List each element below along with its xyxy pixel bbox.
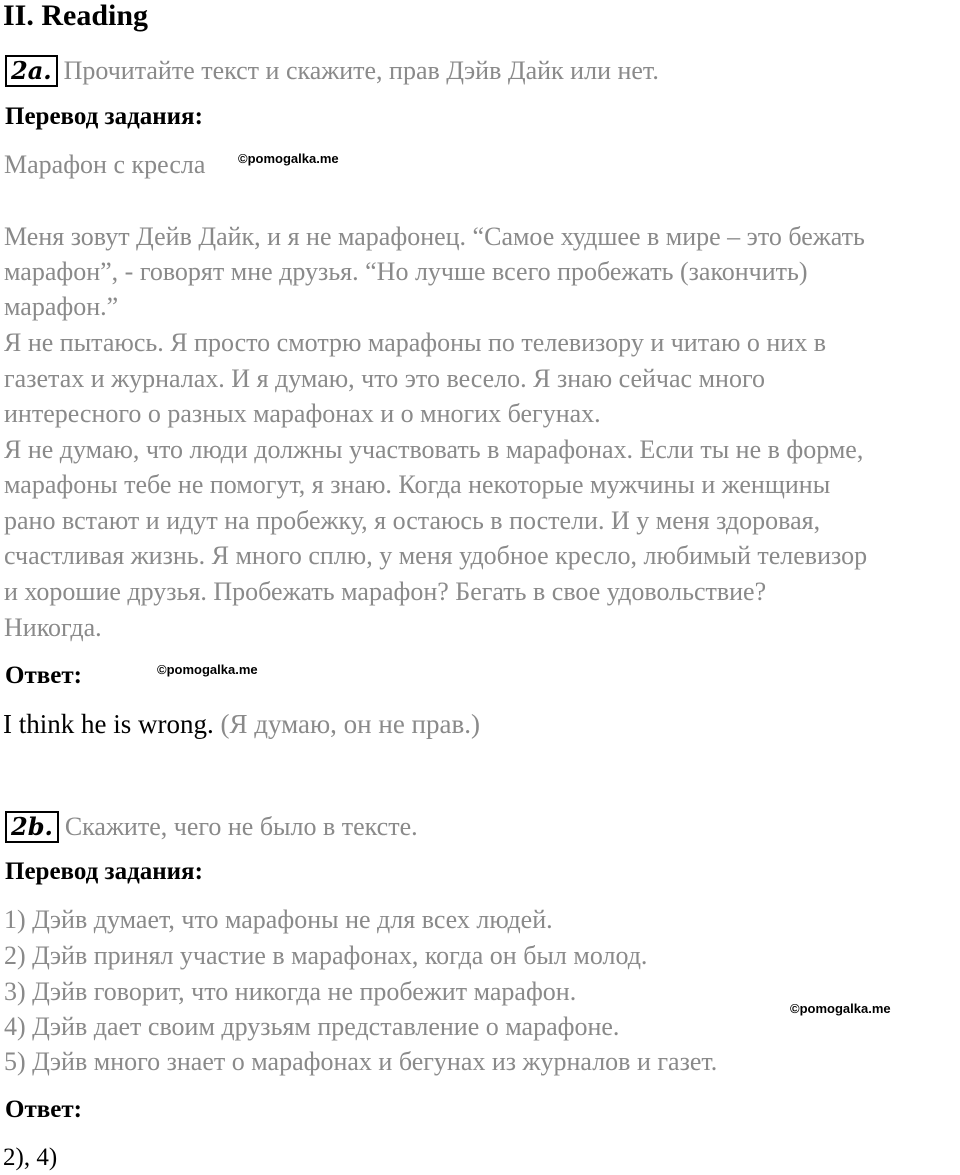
- task-2a-answer-heading: Ответ:: [5, 662, 82, 689]
- paragraph-line: рано встают и идут на пробежку, я остаюсь в постели. И у меня здоровая,: [4, 506, 821, 535]
- task-2a-translation-heading: Перевод задания:: [5, 103, 203, 130]
- paragraph-line: Я не думаю, что люди должны участвовать в марафонах. Если ты не в форме,: [4, 435, 864, 464]
- list-item: 3) Дэйв говорит, что никогда не пробежит марафон.: [4, 977, 577, 1006]
- list-item: 4) Дэйв дает своим друзьям представление о марафоне.: [4, 1012, 620, 1041]
- paragraph-line: интересного о разных марафонах и о многих бегунах.: [4, 399, 601, 428]
- paragraph-line: марафон”, - говорят мне друзья. “Но лучше всего пробежать (закончить): [4, 257, 808, 286]
- task-2b-answer-heading: Ответ:: [5, 1096, 82, 1123]
- task-2a-answer: [3, 708, 480, 740]
- task-2b-answer: 2), 4): [3, 1144, 58, 1171]
- task-2a-answer-translation: (Я думаю, он не прав.): [220, 709, 480, 739]
- list-item: 2) Дэйв принял участие в марафонах, когда он был молод.: [4, 941, 648, 970]
- watermark: ©pomogalka.me: [157, 662, 258, 677]
- list-item: 5) Дэйв много знает о марафонах и бегунах из журналов и газет.: [4, 1047, 718, 1076]
- task-2a-instruction-line: [5, 53, 659, 87]
- paragraph-line: счастливая жизнь. Я много сплю, у меня удобное кресло, любимый телевизор: [4, 541, 868, 570]
- watermark: ©pomogalka.me: [238, 151, 339, 166]
- text-title: Марафон с кресла: [4, 150, 206, 179]
- paragraph-line: Я не пытаюсь. Я просто смотрю марафоны по телевизору и читаю о них в: [4, 328, 826, 357]
- task-2a-instruction: Прочитайте текст и скажите, прав Дэйв Дайк или нет.: [63, 56, 659, 86]
- paragraph-line: газетах и журналах. И я думаю, что это весело. Я знаю сейчас много: [4, 364, 765, 393]
- section-title: II. Reading: [3, 0, 149, 32]
- paragraph-line: марафон.”: [4, 292, 119, 321]
- paragraph-line: Никогда.: [4, 613, 102, 642]
- task-2a-badge: 2a.: [5, 55, 58, 87]
- paragraph-line: марафоны тебе не помогут, я знаю. Когда некоторые мужчины и женщины: [4, 470, 831, 499]
- paragraph-line: Меня зовут Дейв Дайк, и я не марафонец. “Самое худшее в мире – это бежать: [4, 222, 865, 251]
- paragraph-line: и хорошие друзья. Пробежать марафон? Бегать в свое удовольствие?: [4, 577, 767, 606]
- task-2b-badge: 2b.: [5, 811, 59, 843]
- task-2b-instruction-line: [5, 809, 418, 843]
- list-item: 1) Дэйв думает, что марафоны не для всех людей.: [4, 905, 553, 934]
- task-2b-translation-heading: Перевод задания:: [5, 858, 203, 885]
- watermark: ©pomogalka.me: [790, 1001, 891, 1016]
- task-2a-answer-english: I think he is wrong.: [3, 709, 214, 739]
- task-2b-instruction: Скажите, чего не было в тексте.: [64, 812, 418, 842]
